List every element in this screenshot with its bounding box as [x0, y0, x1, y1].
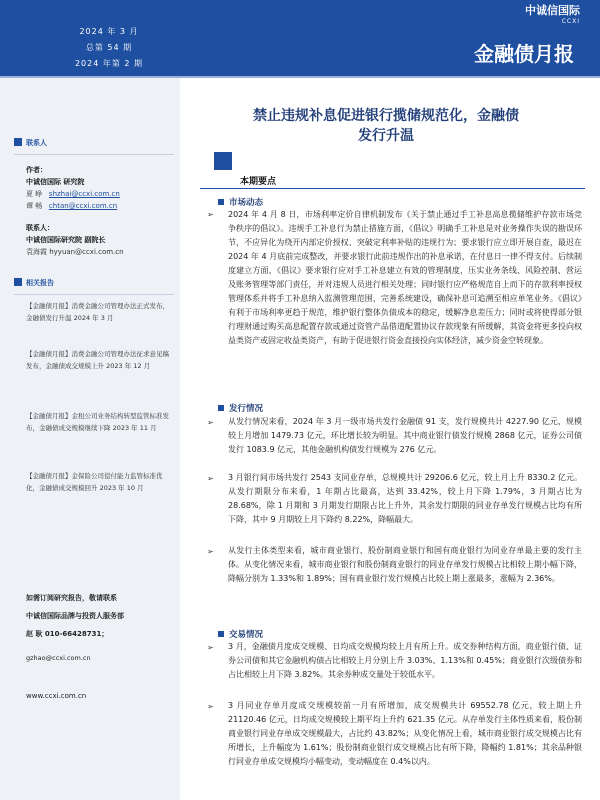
author-email[interactable]: shzhai@ccxi.com.cn — [48, 190, 120, 198]
brand-name: 中诚信国际 — [525, 4, 580, 17]
issue-info — [54, 24, 164, 72]
related-report[interactable]: 【金融债月报】金保险公司偿付能力监管标准优化，金融债成交规模回升 2023 年 10 月 — [26, 472, 163, 492]
report-title: 金融债月报 — [474, 42, 574, 66]
key-points-icon — [214, 152, 232, 170]
bullet-icon: ➢ — [207, 418, 214, 427]
brand-sub: CCXI — [561, 18, 580, 25]
contact-person: 袁海霞 hyyuan@ccxi.com.cn — [26, 248, 124, 256]
contacts-heading: 联系人 — [14, 138, 174, 155]
contact-org: 中诚信国际研究院 副院长 — [26, 236, 106, 244]
key-points-heading: 本期要点 — [240, 177, 277, 187]
year-issue-line: 2024 年第 2 期 — [74, 59, 144, 68]
bullet-icon: ➢ — [207, 643, 214, 652]
header-band — [0, 0, 600, 76]
bullet-icon: ➢ — [207, 547, 214, 556]
subscribe-email[interactable]: gzhao@ccxi.com.cn — [26, 654, 91, 662]
related-report[interactable]: 【金融债月报】消费金融公司管理办法正式发布，金融债发行升温 2024 年 3 月 — [26, 302, 169, 322]
page-title: 禁止违规补息促进银行揽储规范化，金融债 发行升温 — [253, 108, 519, 144]
paragraph-trading-1: 3 月，金融债月度成交规模、日均成交规模均较上月有所上升。成交券种结构方面，商业银行债、证券公司债和其它金融机构债占比相较上月分别上升 3.03%、1.13%和 0.45%；商业银行次级债券和占比相较上月下降 3.82%。其余券种成交量处于较低水平。 — [228, 642, 582, 679]
brand-logo — [525, 2, 580, 25]
bullet-icon: ➢ — [207, 474, 214, 483]
paragraph-issuance-2: 3 月银行间市场共发行 2543 支同业存单，总规模共计 29206.6 亿元，较上月上升 8330.2 亿元。从发行期限分布来看，1 年期占比最高，达到 33.42%，较上月下降 1.79%，3 月期占比为 28.68%，除 1 月期和 3 月期发行期限占比上升外，其余发行期限的同业存单发行规模占比均有所下降，其中 9 月期较上月下降约 8.22%，降幅最大。 — [228, 473, 582, 524]
website-link[interactable]: www.ccxi.com.cn — [26, 692, 87, 700]
paragraph-issuance-1: 从发行情况来看，2024 年 3 月一级市场共发行金融债 91 支，发行规模共计 4227.90 亿元，规模较上月增加 1479.73 亿元，环比增长较为明显。其中商业银行债发行规模 2868 亿元，证券公司债发行 1083.9 亿元，其他金融机构债发行规模为 276 亿元。 — [228, 417, 582, 454]
related-heading: 相关报告 — [14, 278, 174, 295]
key-points-divider — [200, 188, 585, 189]
subscribe-block: 如需订阅研究报告，敬请联系 中诚信国际品牌与投资人服务部 赵 耿 010-66428731； gzhao@ccxi.com.cn www.ccxi.com.cn — [26, 592, 176, 702]
bullet-icon: ➢ — [207, 702, 214, 711]
author-row: 谭 畅 chtan@ccxi.com.cn — [26, 202, 118, 210]
author-row: 夏 峥 shzhai@ccxi.com.cn — [26, 190, 120, 198]
paragraph-trading-2: 3 月同业存单月度成交规模较前一月有所增加，成交规模共计 69552.78 亿元，较上期上升 21120.46 亿元，日均成交规模较上期平均上升约 621.35 亿元。从存单发行主体性质来看，股份制商业银行同业存单成交规模最大，占比约 43.82%；从变化情况上看，城市商业银行成交规模占比有所增长，上升幅度为 1.61%；股份制商业银行成交规模占比有所下降，降幅约 1.81%；其余品种银行同业存单成交规模均小幅变动，变动幅度在 0.4%以内。 — [228, 701, 582, 766]
date-line: 2024 年 3 月 — [79, 27, 139, 36]
paragraph-market: 2024 年 4 月 8 日，市场利率定价自律机制发布《关于禁止通过手工补息高息揽储维护存款市场竞争秩序的倡议》。违规手工补息行为禁止措施方面，《倡议》明确手工补息是对业务操作失误的勘误环节，不应异化为绕开内部定价授权、突破定利率补贴的违规行为；要求银行应立即开展自查，最迟在 2024 年 4 月底前完成整改，并要求银行此前违规作出的补息承诺，在付息日一律不得支付。后续制度建立方面，《倡议》要求银行应对手工补息建立有效的管理制度，压实业务条线、风险控制、营运及账务管理等部门责任，并对违规人员进行相关处理；同时银行应严格规范自上而下的存款利率授权管理体系并将手工补息纳入监测管理范围，完善系统建设，确保补息可追溯至相应单笔业务。《倡议》有利于市场利率更趋于规范，维护银行整体负债成本的稳定，缓解净息差压力；同时或将使得部分银行理财通过购买高息配置存款或通过资管产品借道配置协议存款现象有所缓解，其资金将更多投向权益类资产或固定收益类资产，有助于促进银行资金直接投向实体经济，减少资金空转现象。 — [228, 210, 582, 345]
related-report[interactable]: 【金融债月报】消费金融公司管理办法征求意见稿发布，金融债成交规模上升 2023 年 12 月 — [26, 350, 169, 370]
contact-label: 联系人： — [26, 224, 54, 232]
section-heading-market: 市场动态 — [218, 196, 263, 208]
bullet-icon: ➢ — [207, 210, 214, 219]
author-org: 中诚信国际 研究院 — [26, 178, 85, 186]
section-heading-trading: 交易情况 — [218, 628, 263, 640]
related-report[interactable]: 【金融债月报】金租公司业务结构转型监管标准发布，金融债成交规模继续下降 2023 年 11 月 — [26, 412, 169, 432]
paragraph-issuance-3: 从发行主体类型来看，城市商业银行、股份制商业银行和国有商业银行为同业存单最主要的发行主体。从变化情况来看，城市商业银行和股份制商业银行的同业存单发行规模占比相较上期小幅下降，降幅分别为 1.33%和 1.89%；国有商业银行发行规模占比较上期上涨最多，涨幅为 2.36%。 — [228, 546, 582, 583]
authors-label: 作者： — [26, 166, 47, 174]
contacts-icon — [14, 138, 22, 146]
related-icon — [14, 278, 22, 286]
section-heading-issuance: 发行情况 — [218, 402, 263, 414]
author-email[interactable]: chtan@ccxi.com.cn — [48, 202, 118, 210]
authors-block — [26, 164, 176, 258]
issue-line: 总第 54 期 — [85, 43, 133, 52]
